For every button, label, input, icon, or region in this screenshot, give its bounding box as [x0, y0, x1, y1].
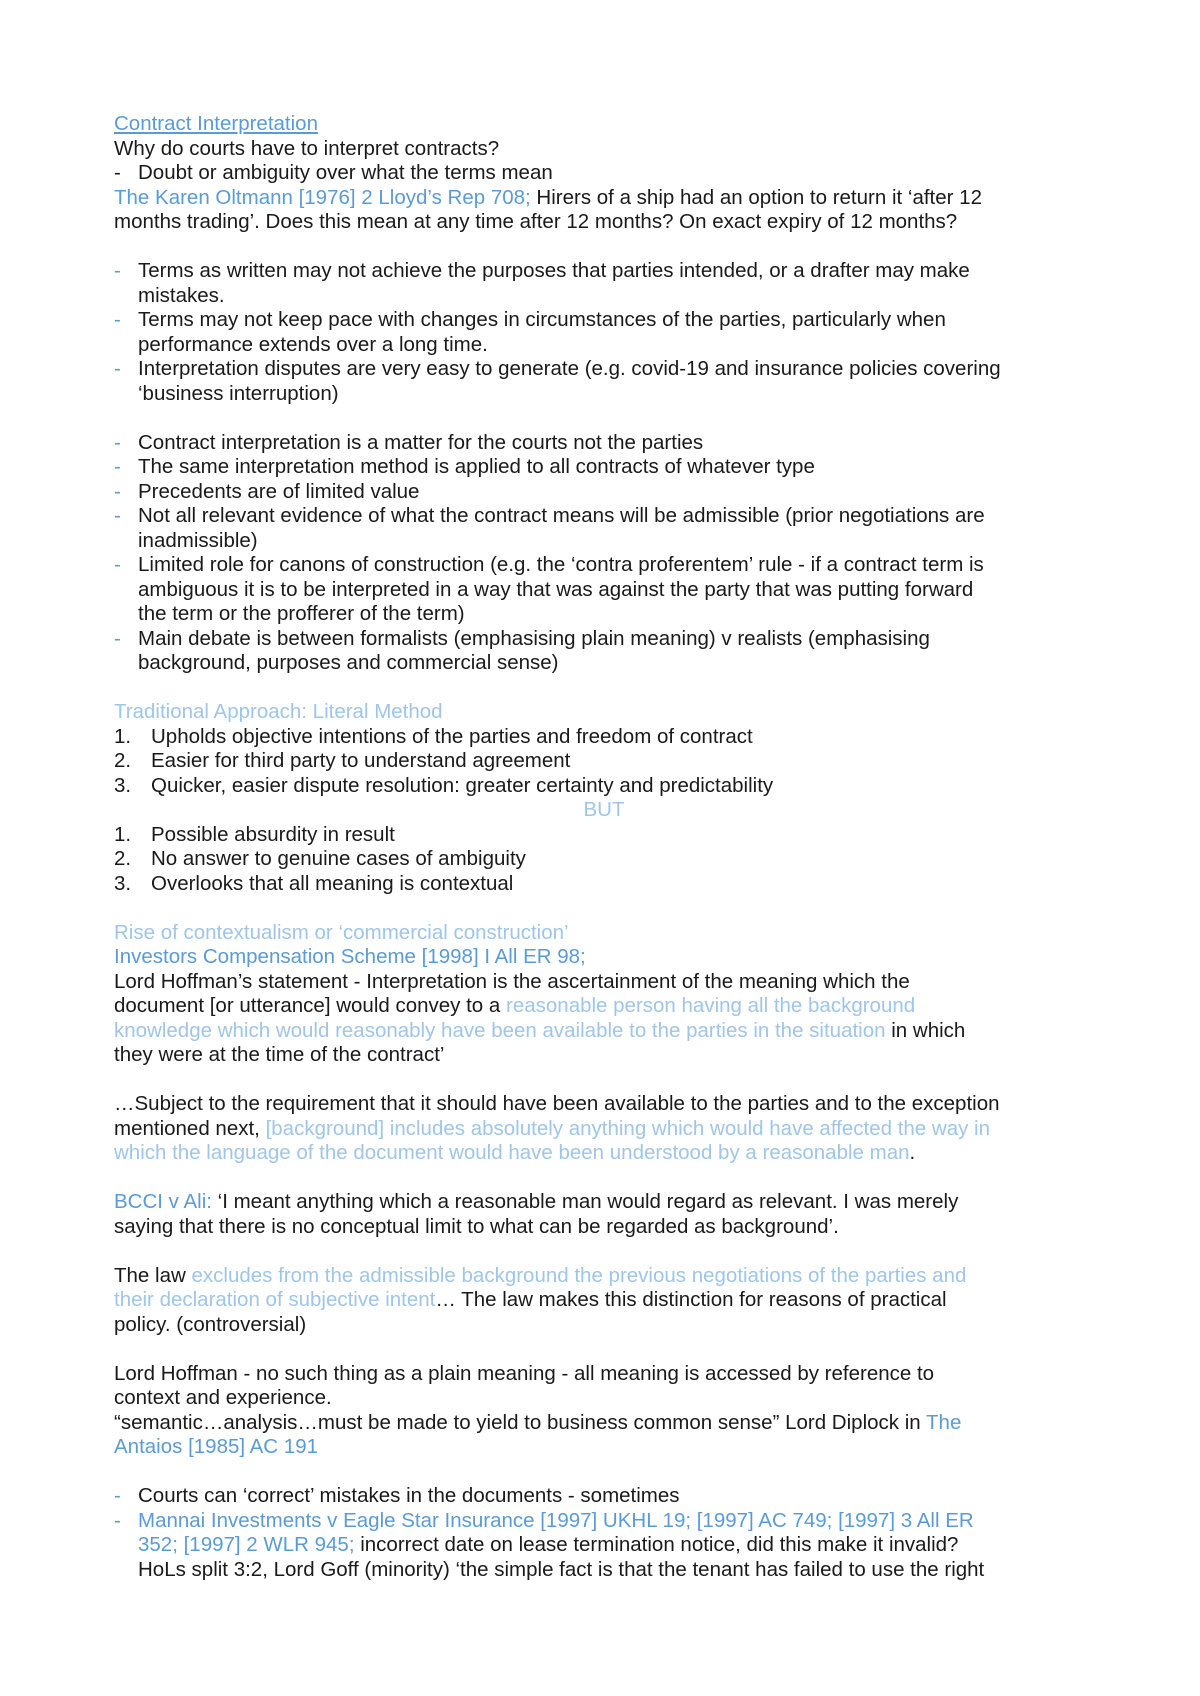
list-item: - Terms may not keep pace with changes in circumstances of the parties, particularly when performance extends over a long time. — [114, 308, 946, 356]
case-citation: Antaios [1985] AC 191 — [114, 1435, 319, 1458]
page-title: Contract Interpretation — [114, 112, 318, 135]
hoffman-statement-cont: document [or utterance] would convey to a reasonable person having all the background — [114, 994, 916, 1017]
bcci-para: BCCI v Ali: ‘I meant anything which a reasonable man would regard as relevant. I was merely — [114, 1190, 959, 1213]
dash-bullet: - — [114, 357, 121, 380]
diplock-quote: “semantic…analysis…must be made to yield to business common sense” Lord Diplock in The — [114, 1410, 962, 1434]
law-para: The law excludes from the admissible background the previous negotiations of the parties and — [114, 1263, 967, 1287]
case-citation: Mannai Investments v Eagle Star Insurance [1997] UKHL 19; [1997] AC 749; [1997] 3 All ER — [138, 1508, 974, 1532]
dash-bullet: - — [114, 161, 121, 184]
list-item: - Limited role for canons of construction (e.g. the ‘contra proferentem’ rule - if a contract term is ambiguous it is to be interpreted in a way that was against the party that was putting forward the term or the profferer of the term) — [114, 553, 984, 625]
law-para-cont: their declaration of subjective intent… The law makes this distinction for reasons of practical — [114, 1288, 947, 1311]
dash-bullet: - — [114, 626, 121, 650]
list-item: - Interpretation disputes are very easy to generate (e.g. covid-19 and insurance policies covering ‘business interruption) — [114, 357, 1001, 405]
list-item: 3. Quicker, easier dispute resolution: greater certainty and predictability — [114, 773, 774, 797]
hoffman-statement-cont: they were at the time of the contract’ — [114, 1043, 445, 1066]
karen-oltmann-para: The Karen Oltmann [1976] 2 Lloyd’s Rep 708; Hirers of a ship had an option to return it ‘after 12 — [114, 185, 982, 209]
dash-bullet: - — [114, 1484, 121, 1507]
list-item: 3. Overlooks that all meaning is contextual — [114, 871, 514, 895]
list-item: - Courts can ‘correct’ mistakes in the documents - sometimes — [114, 1484, 680, 1507]
mistakes-list — [114, 1484, 1094, 1582]
case-citation: BCCI v Ali: — [114, 1190, 212, 1213]
dash-bullet: - — [114, 553, 121, 576]
notes-content — [114, 112, 1094, 1582]
list-item: - Not all relevant evidence of what the contract means will be admissible (prior negotiations are inadmissible) — [114, 504, 985, 552]
list-item: - Main debate is between formalists (emphasising plain meaning) v realists (emphasising background, purposes and commercial sense) — [114, 626, 930, 674]
case-citation: Investors Compensation Scheme [1998] I All ER 98; — [114, 945, 586, 968]
list-item: 1. Possible absurdity in result — [114, 822, 395, 846]
dash-bullet: - — [114, 455, 121, 478]
karen-oltmann-para-cont: months trading’. Does this mean at any time after 12 months? On exact expiry of 12 months? — [114, 210, 958, 233]
principles-list — [114, 431, 1094, 676]
list-item: - Doubt or ambiguity over what the terms mean — [114, 161, 553, 184]
background-para-cont: which the language of the document would have been understood by a reasonable man. — [114, 1141, 916, 1164]
dash-bullet: - — [114, 259, 121, 282]
intro-question: Why do courts have to interpret contracts? — [114, 136, 500, 160]
list-item: - Mannai Investments v Eagle Star Insurance [1997] UKHL 19; [1997] AC 749; [1997] 3 All ER 352; [1997] 2 WLR 945; incorrect date on lease termination notice, did this make it invalid? HoLs split 3:2, Lord Goff (minority) ‘the simple fact is that the tenant has failed to use the right — [114, 1509, 1094, 1583]
but-divider: BUT — [583, 798, 625, 821]
list-item: - The same interpretation method is applied to all contracts of whatever type — [114, 455, 815, 478]
dash-bullet: - — [114, 430, 121, 454]
dash-bullet: - — [114, 504, 121, 527]
hoffman-plain-meaning-cont: context and experience. — [114, 1386, 332, 1409]
hoffman-statement-cont: knowledge which would reasonably have been available to the parties in the situation in which — [114, 1018, 966, 1042]
hoffman-statement: Lord Hoffman’s statement - Interpretation is the ascertainment of the meaning which the — [114, 969, 910, 993]
law-para-cont: policy. (controversial) — [114, 1312, 307, 1336]
list-item: - Contract interpretation is a matter for the courts not the parties — [114, 430, 704, 454]
list-item: 2. No answer to genuine cases of ambiguity — [114, 847, 526, 870]
background-para-cont: mentioned next, [background] includes absolutely anything which would have affected the way in — [114, 1116, 990, 1140]
case-citation: The Karen Oltmann [1976] 2 Lloyd’s Rep 708; — [114, 185, 531, 209]
dash-bullet: - — [114, 308, 121, 331]
pros-list — [114, 725, 1094, 799]
section-heading: Rise of contextualism or ‘commercial construction’ — [114, 920, 569, 944]
background-para: …Subject to the requirement that it should have been available to the parties and to the exception — [114, 1092, 1000, 1115]
dash-bullet: - — [114, 479, 121, 503]
list-item: - Precedents are of limited value — [114, 479, 420, 503]
reasons-list — [114, 259, 1094, 406]
bcci-para-cont: saying that there is no conceptual limit to what can be regarded as background’. — [114, 1214, 839, 1238]
dash-bullet: - — [114, 1508, 121, 1532]
list-item: 1. Upholds objective intentions of the parties and freedom of contract — [114, 724, 753, 748]
hoffman-plain-meaning: Lord Hoffman - no such thing as a plain meaning - all meaning is accessed by reference to — [114, 1361, 935, 1385]
section-heading: Traditional Approach: Literal Method — [114, 700, 443, 723]
cons-list — [114, 823, 1094, 897]
list-item: 2. Easier for third party to understand agreement — [114, 749, 571, 772]
list-item: - Terms as written may not achieve the purposes that parties intended, or a drafter may make mistakes. — [114, 259, 970, 307]
